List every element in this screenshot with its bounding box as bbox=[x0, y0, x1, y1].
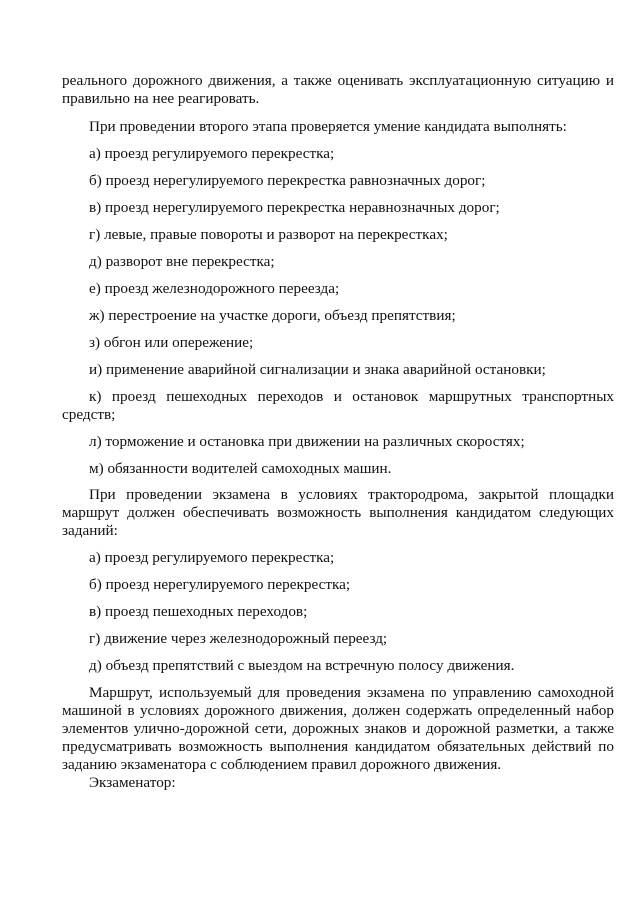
list-item: е) проезд железнодорожного переезда; bbox=[89, 280, 340, 297]
list-item: в) проезд нерегулируемого перекрестка неравнозначных дорог; bbox=[89, 199, 500, 216]
list-item: г) левые, правые повороты и разворот на перекрестках; bbox=[89, 226, 448, 243]
second-stage-intro: При проведении второго этапа проверяется умение кандидата выполнять: bbox=[89, 118, 567, 135]
examiner-label: Экзаменатор: bbox=[89, 774, 176, 791]
list-item: а) проезд регулируемого перекрестка; bbox=[89, 549, 335, 566]
list-item: б) проезд нерегулируемого перекрестка равнозначных дорог; bbox=[89, 172, 486, 189]
tractor-intro-paragraph: При проведении экзамена в условиях трактородрома, закрытой площадки маршрут должен обеспечивать возможность выполнения кандидатом следующих заданий: bbox=[62, 486, 614, 539]
list-item: м) обязанности водителей самоходных машин. bbox=[89, 460, 392, 477]
list-item: ж) перестроение на участке дороги, объезд препятствия; bbox=[89, 307, 456, 324]
route-paragraph: Маршрут, используемый для проведения экзамена по управлению самоходной машиной в условиях дорожного движения, должен содержать определенный набор элементов улично-дорожной сети, дорожных знаков и дорожной разметки, а также предусматривать возможность выполнения кандидатом обязательных действий по заданию экзаменатора с соблюдением правил дорожного движения. bbox=[62, 684, 614, 773]
list-item: з) обгон или опережение; bbox=[89, 334, 254, 351]
list-item: б) проезд нерегулируемого перекрестка; bbox=[89, 576, 351, 593]
list-item: и) применение аварийной сигнализации и знака аварийной остановки; bbox=[89, 361, 546, 378]
list-item: д) разворот вне перекрестка; bbox=[89, 253, 275, 270]
list-item: а) проезд регулируемого перекрестка; bbox=[89, 145, 335, 162]
continuation-paragraph: реального дорожного движения, а также оценивать эксплуатационную ситуацию и правильно на нее реагировать. bbox=[62, 72, 614, 107]
list-item: д) объезд препятствий с выездом на встречную полосу движения. bbox=[89, 657, 515, 674]
list-item: к) проезд пешеходных переходов и остановок маршрутных транспортных средств; bbox=[62, 388, 614, 423]
list-item: л) торможение и остановка при движении на различных скоростях; bbox=[89, 433, 525, 450]
list-item: в) проезд пешеходных переходов; bbox=[89, 603, 308, 620]
list-item: г) движение через железнодорожный переезд; bbox=[89, 630, 388, 647]
